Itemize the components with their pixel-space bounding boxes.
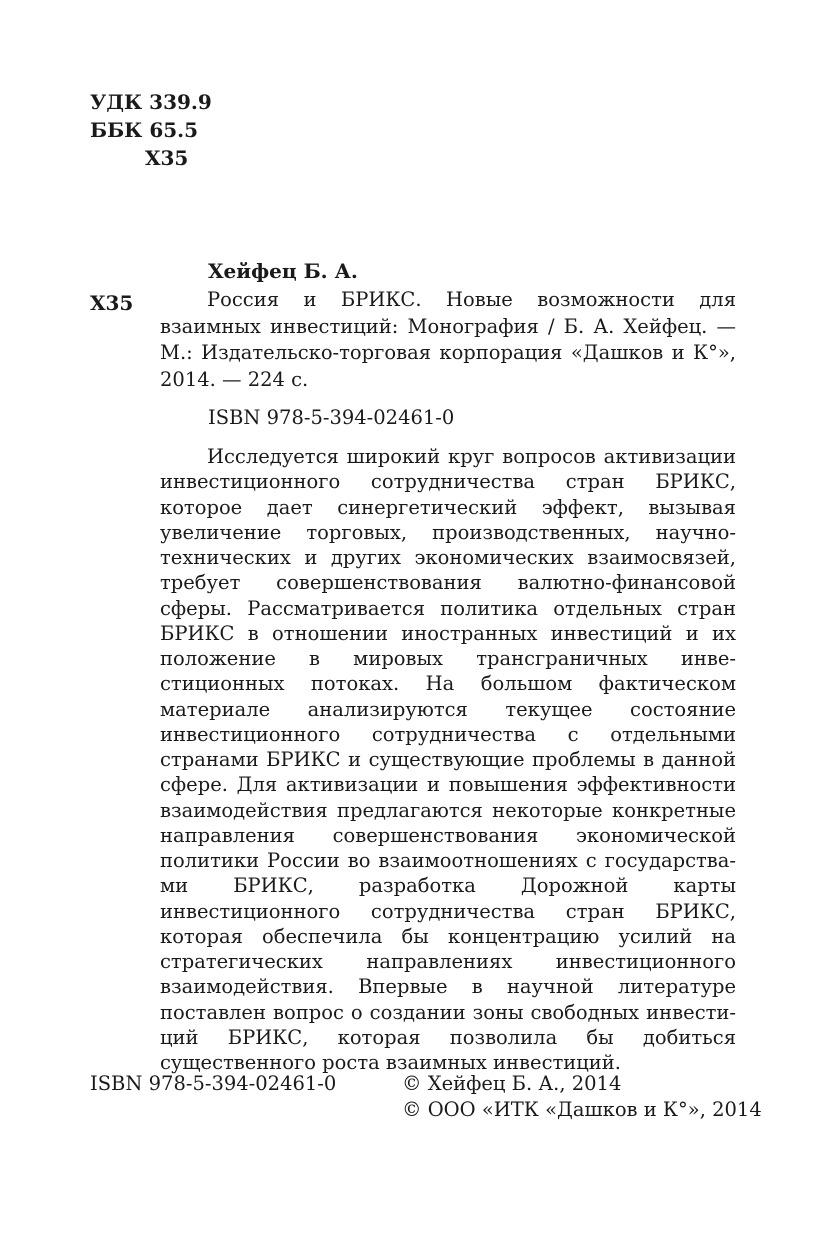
copyright-publisher: © ООО «ИТК «Дашков и К°», 2014 <box>402 1098 762 1121</box>
author-name: Хейфец Б. А. <box>208 259 358 283</box>
isbn-footer: ISBN 978-5-394-02461-0 <box>90 1072 337 1095</box>
udk-code: УДК 339.9 <box>90 90 212 114</box>
abstract-text: Исследуется широкий круг вопросов активизации инвестиционного сотрудничества стран БРИКС, которое дает синергетический эффект, вызывая увеличение торговых, производственных, научно-технических и других экономических взаимосвязей, требует совершенствования валютно-финансовой сферы. Рассматривается политика отдельных стран БРИКС в отношении иностранных инвестиций и их положение в мировых трансграничных инвестиционных потоках. На большом фактическом материале анализируются текущее состояние инвестиционного сотрудничества с отдельными странами БРИКС и существующие проблемы в данной сфере. Для активизации и повышения эффективности взаимодействия предлагаются некоторые конкретные направления совершенствования экономической политики России во взаимоотношениях с государствами БРИКС, разработка Дорожной карты инвестиционного сотрудничества стран БРИКС, которая обеспечила бы концентрацию усилий на стратегических направлениях инвестиционного взаимодействия. Впервые в научной литературе поставлен вопрос о создании зоны свободных инвестиций БРИКС, которая позволила бы добиться существенного роста взаимных инвестиций. <box>160 445 736 1074</box>
copyright-author: © Хейфец Б. А., 2014 <box>402 1072 622 1095</box>
bbk-code: ББК 65.5 <box>90 118 199 142</box>
author-mark: Х35 <box>145 146 189 170</box>
isbn-entry: ISBN 978-5-394-02461-0 <box>208 406 455 429</box>
bibliographic-description: Россия и БРИКС. Новые возможности для взаимных инвестиций: Монография / Б. А. Хейфец. — М.: Издательско-торговая корпорация «Дашков и К°», 2014. — 224 с. <box>160 288 736 391</box>
classification-block <box>90 88 212 172</box>
side-author-mark: Х35 <box>90 291 134 315</box>
copyright-block <box>402 1071 762 1123</box>
